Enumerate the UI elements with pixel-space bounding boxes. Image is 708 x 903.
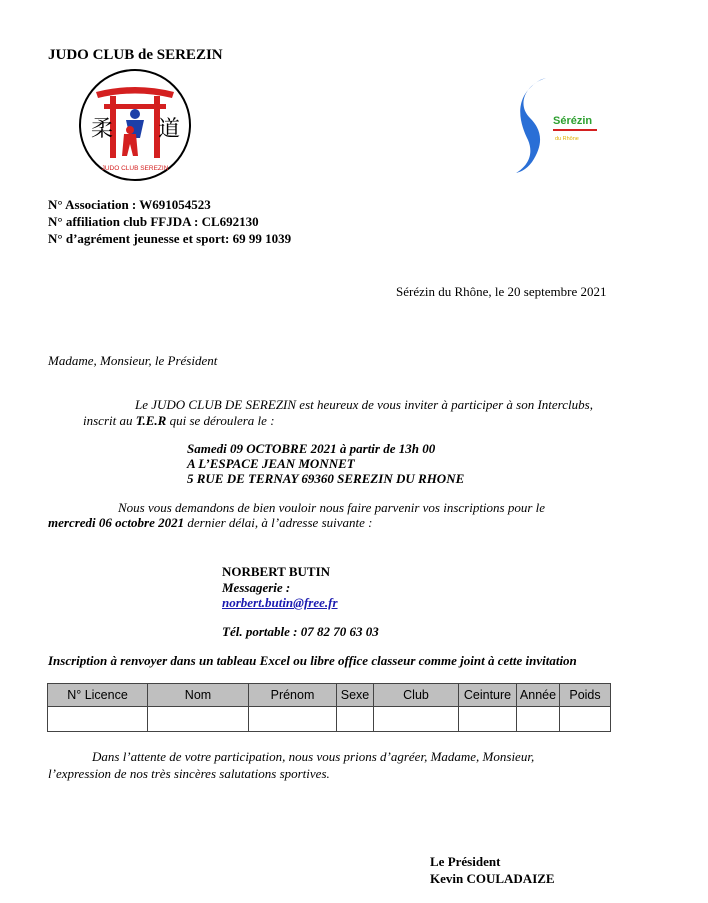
kanji-do: 道	[158, 117, 181, 142]
intro-post: qui se déroulera le :	[166, 413, 275, 428]
request-line-2	[48, 515, 372, 531]
contact-mail-label: Messagerie :	[222, 580, 291, 595]
cell-club[interactable]	[374, 707, 459, 732]
cell-nom[interactable]	[148, 707, 249, 732]
logo-caption: JUDO CLUB SEREZIN	[101, 165, 169, 172]
col-poids: Poids	[560, 684, 611, 707]
registration-table	[47, 683, 611, 732]
contact-name: NORBERT BUTIN	[222, 564, 331, 579]
table-row	[48, 707, 611, 732]
table-header-row	[48, 684, 611, 707]
col-sexe: Sexe	[337, 684, 374, 707]
col-nom: Nom	[148, 684, 249, 707]
club-title: JUDO CLUB de SEREZIN	[48, 47, 223, 63]
col-club: Club	[374, 684, 459, 707]
closing-line-2: l’expression de nos très sincères salutations sportives.	[48, 766, 330, 781]
event-place: A L’ESPACE JEAN MONNET	[187, 456, 355, 471]
closing-line-1: Dans l’attente de votre participation, nous vous prions d’agréer, Madame, Monsieur,	[92, 749, 535, 764]
intro-line-1: Le JUDO CLUB DE SEREZIN est heureux de vous inviter à participer à son Interclubs,	[135, 397, 593, 412]
col-prenom: Prénom	[249, 684, 337, 707]
signature-title: Le Président	[430, 854, 501, 869]
request-line-1: Nous vous demandons de bien vouloir nous faire parvenir vos inscriptions pour le	[118, 500, 546, 515]
agrement-number: N° d’agrément jeunesse et sport: 69 99 1039	[48, 231, 292, 246]
cell-ceinture[interactable]	[459, 707, 517, 732]
contact-phone: Tél. portable : 07 82 70 63 03	[222, 624, 379, 639]
cell-poids[interactable]	[560, 707, 611, 732]
signature-name: Kevin COULADAIZE	[430, 871, 555, 886]
date-line: Sérézin du Rhône, le 20 septembre 2021	[396, 284, 607, 299]
event-address: 5 RUE DE TERNAY 69360 SEREZIN DU RHONE	[187, 471, 465, 486]
cell-prenom[interactable]	[249, 707, 337, 732]
town-logo	[512, 74, 602, 176]
town-s-icon	[516, 78, 546, 173]
association-number: N° Association : W691054523	[48, 197, 211, 212]
col-annee: Année	[517, 684, 560, 707]
contact-email-link[interactable]: norbert.butin@free.fr	[222, 595, 338, 610]
request-post: dernier délai, à l’adresse suivante :	[184, 515, 373, 530]
deadline-date: mercredi 06 octobre 2021	[48, 515, 185, 530]
kanji-ju: 柔	[91, 117, 114, 142]
affiliation-number: N° affiliation club FFJDA : CL692130	[48, 214, 259, 229]
cell-sexe[interactable]	[337, 707, 374, 732]
town-name: Sérézin	[553, 115, 593, 127]
col-licence: N° Licence	[48, 684, 148, 707]
club-logo	[78, 68, 192, 182]
cell-licence[interactable]	[48, 707, 148, 732]
col-ceinture: Ceinture	[459, 684, 517, 707]
salutation: Madame, Monsieur, le Président	[48, 353, 218, 368]
instruction: Inscription à renvoyer dans un tableau Excel ou libre office classeur comme joint à cette invitation	[48, 653, 577, 668]
event-date: Samedi 09 OCTOBRE 2021 à partir de 13h 00	[187, 441, 436, 456]
cell-annee[interactable]	[517, 707, 560, 732]
intro-line-2	[83, 413, 275, 429]
intro-ter: T.E.R	[135, 413, 167, 428]
intro-pre: inscrit au	[83, 413, 136, 428]
town-sub: du Rhône	[555, 136, 579, 142]
